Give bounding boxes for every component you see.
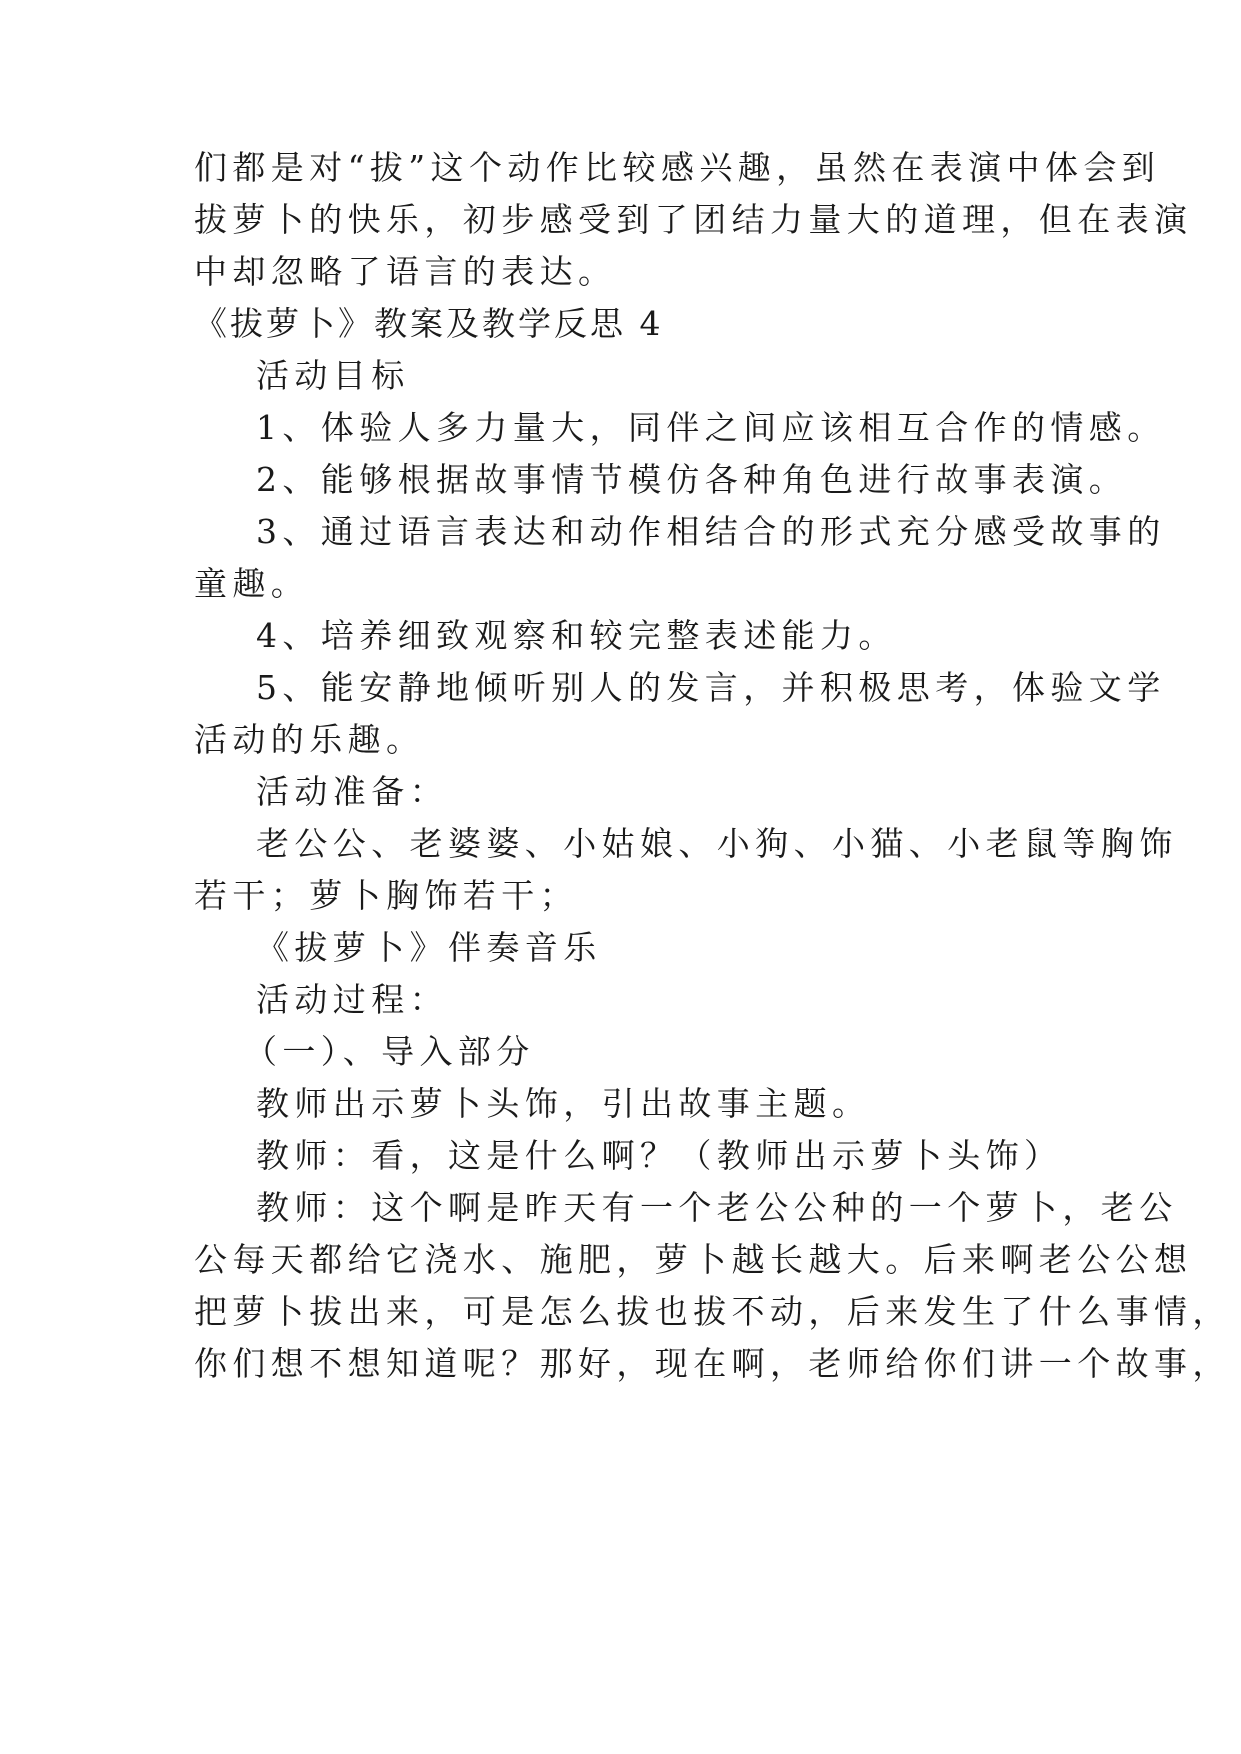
heading-activity-goals: 活动目标 bbox=[256, 356, 410, 395]
paragraph-line: 拔萝卜的快乐，初步感受到了团结力量大的道理，但在表演 bbox=[194, 200, 1193, 239]
goal-item-4: 4、培养细致观察和较完整表述能力。 bbox=[256, 616, 897, 655]
goal-item-5: 5、能安静地倾听别人的发言，并积极思考，体验文学 bbox=[256, 668, 1166, 707]
paragraph-line: 中却忽略了语言的表达。 bbox=[194, 252, 617, 291]
goal-item-3: 3、通过语言表达和动作相结合的形式充分感受故事的 bbox=[256, 512, 1166, 551]
goal-item-1: 1、体验人多力量大，同伴之间应该相互合作的情感。 bbox=[256, 408, 1166, 447]
heading-activity-prep: 活动准备： bbox=[256, 772, 448, 811]
process-line: 教师出示萝卜头饰，引出故事主题。 bbox=[256, 1084, 871, 1123]
process-line: 教师：看，这是什么啊？（教师出示萝卜头饰） bbox=[256, 1136, 1063, 1175]
process-line: 教师：这个啊是昨天有一个老公公种的一个萝卜，老公 bbox=[256, 1188, 1178, 1227]
prep-line-1-cont: 若干；萝卜胸饰若干； bbox=[194, 876, 578, 915]
process-line: 把萝卜拔出来，可是怎么拔也拔不动，后来发生了什么事情， bbox=[194, 1292, 1231, 1331]
heading-activity-process: 活动过程： bbox=[256, 980, 448, 1019]
goal-item-5-cont: 活动的乐趣。 bbox=[194, 720, 425, 759]
section-title: 《拔萝卜》教案及教学反思 4 bbox=[194, 304, 664, 343]
process-line: 你们想不想知道呢？那好，现在啊，老师给你们讲一个故事， bbox=[194, 1344, 1231, 1383]
process-part-1: （一）、导入部分 bbox=[244, 1032, 535, 1071]
prep-line-2: 《拔萝卜》伴奏音乐 bbox=[256, 928, 602, 967]
goal-item-3-cont: 童趣。 bbox=[194, 564, 310, 603]
prep-line-1: 老公公、老婆婆、小姑娘、小狗、小猫、小老鼠等胸饰 bbox=[256, 824, 1178, 863]
process-line: 公每天都给它浇水、施肥，萝卜越长越大。后来啊老公公想 bbox=[194, 1240, 1193, 1279]
goal-item-2: 2、能够根据故事情节模仿各种角色进行故事表演。 bbox=[256, 460, 1128, 499]
paragraph-line: 们都是对“拔”这个动作比较感兴趣，虽然在表演中体会到 bbox=[194, 148, 1161, 187]
